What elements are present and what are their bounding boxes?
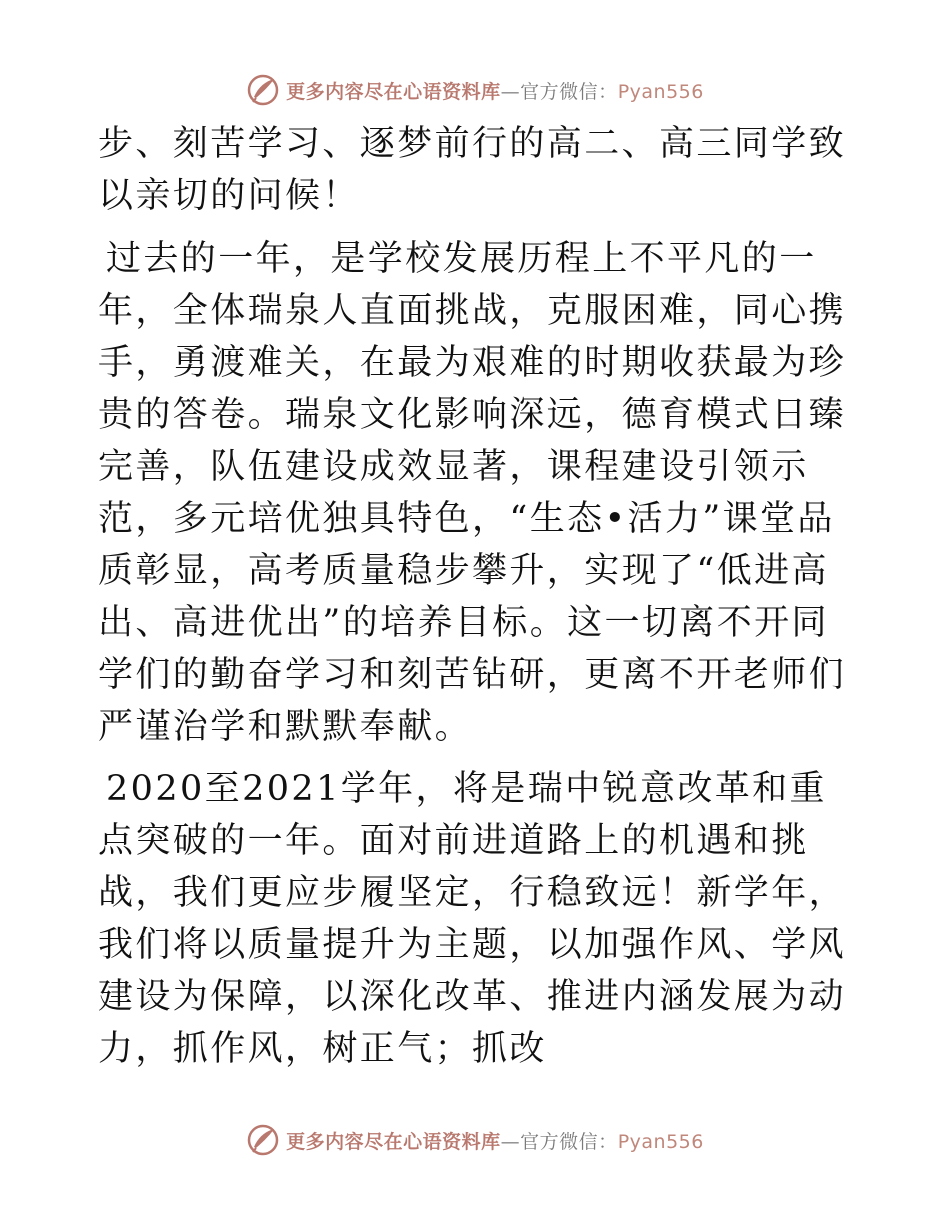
document-body <box>98 118 850 1085</box>
paragraph-1: 步、刻苦学习、逐梦前行的高二、高三同学致以亲切的问候！ <box>98 124 847 216</box>
watermark-wechat-id: Pyan556 <box>617 80 704 103</box>
watermark-brand: 更多内容尽在心语资料库 <box>286 80 501 103</box>
watermark-text <box>286 77 704 104</box>
paragraph-3: 2020至2021学年，将是瑞中锐意改革和重点突破的一年。面对前进道路上的机遇和挑战，我们更应步履坚定，行稳致远！新学年，我们将以质量提升为主题，以加强作风、学风建设为保障，以深化改革、推进内涵发展为动力，抓作风，树正气；抓改 <box>98 769 847 1069</box>
header-watermark <box>0 70 950 110</box>
watermark-dash: — <box>500 1130 521 1153</box>
watermark-brand: 更多内容尽在心语资料库 <box>286 1130 501 1153</box>
quill-logo-icon <box>246 73 280 107</box>
watermark-text <box>286 1127 704 1154</box>
watermark-wechat-id: Pyan556 <box>617 1130 704 1153</box>
quill-logo-icon <box>246 1123 280 1157</box>
paragraph-2: 过去的一年，是学校发展历程上不平凡的一年，全体瑞泉人直面挑战，克服困难，同心携手，勇渡难关，在最为艰难的时期收获最为珍贵的答卷。瑞泉文化影响深远，德育模式日臻完善，队伍建设成效显著，课程建设引领示范，多元培优独具特色，“生态•活力”课堂品质彰显，高考质量稳步攀升，实现了“低进高出、高进优出”的培养目标。这一切离不开同学们的勤奋学习和刻苦钻研，更离不开老师们严谨治学和默默奉献。 <box>98 239 847 747</box>
watermark-wechat-label: 官方微信： <box>520 1130 618 1153</box>
footer-watermark <box>0 1120 950 1160</box>
watermark-dash: — <box>500 80 521 103</box>
watermark-wechat-label: 官方微信： <box>520 80 618 103</box>
